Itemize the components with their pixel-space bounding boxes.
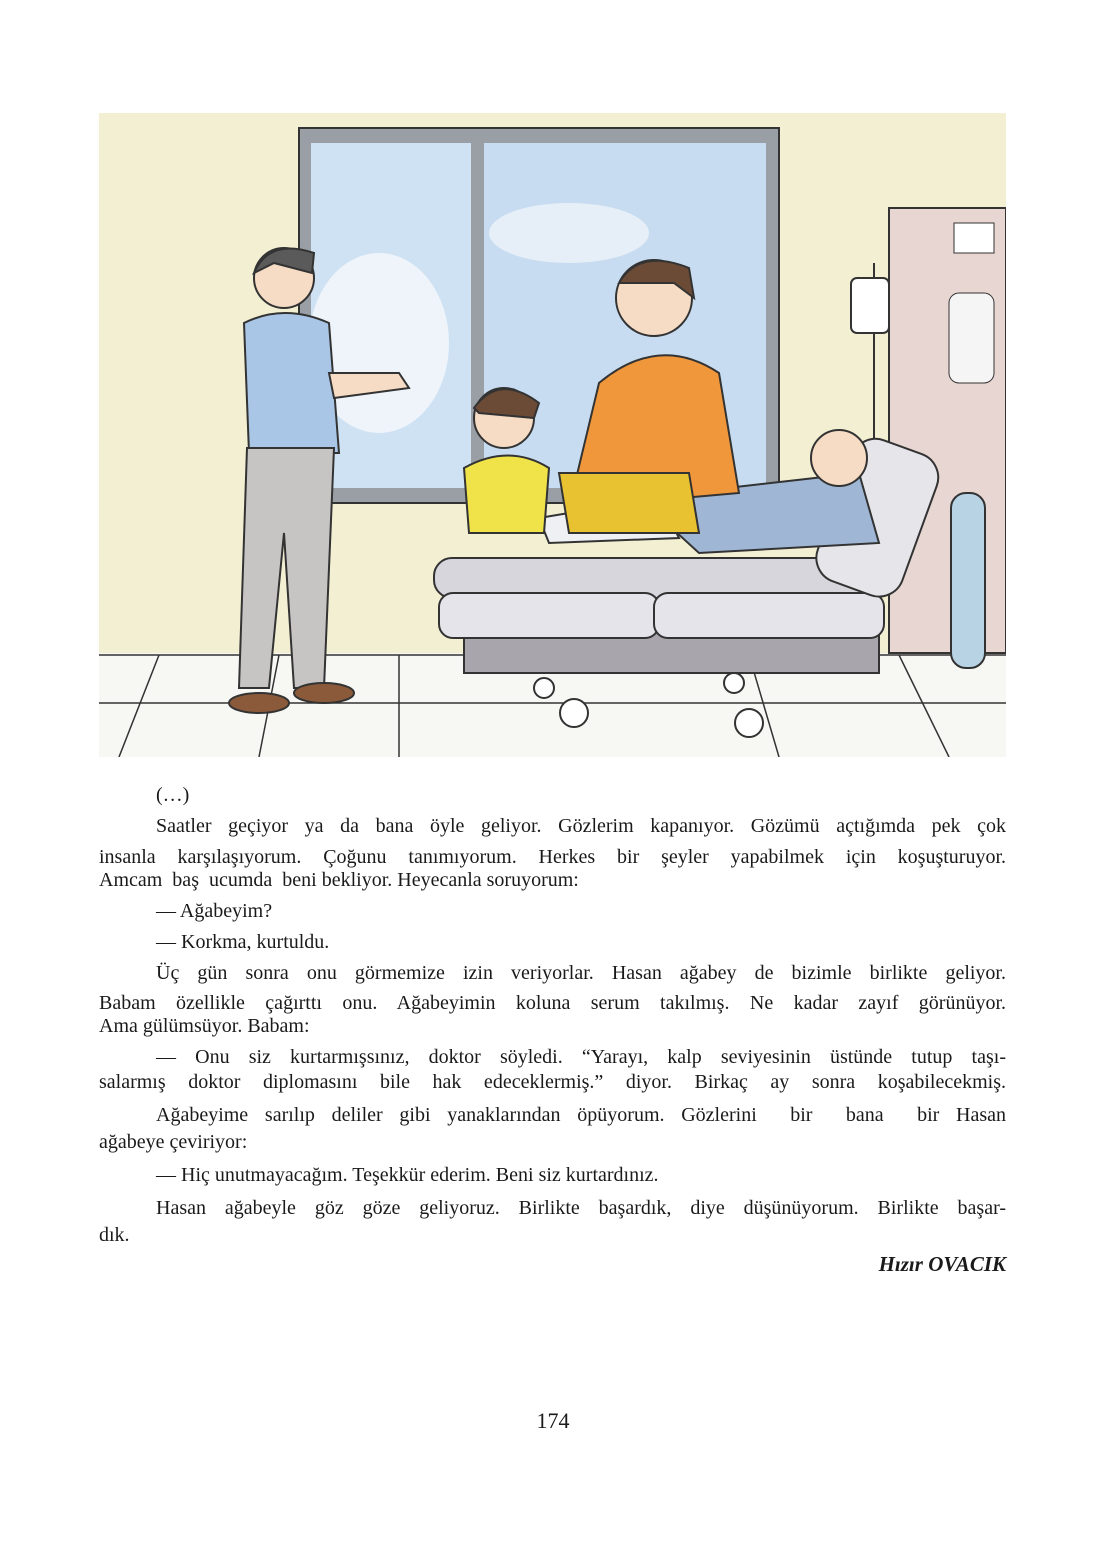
paragraph-line: Üç gün sonra onu görmemize izin veriyorlar. Hasan ağabey de bizimle birlikte geliyor.: [156, 962, 1006, 984]
page-number: 174: [536, 1408, 570, 1433]
ellipsis: (…): [156, 784, 190, 806]
paragraph-line: Ağabeyime sarılıp deliler gibi yanaklarından öpüyorum. Gözlerini bir bana bir Hasan: [156, 1104, 1006, 1126]
paragraph-line: — Onu siz kurtarmışsınız, doktor söyledi. “Yarayı, kalp seviyesinin üstünde tutup taşı-: [156, 1046, 1006, 1068]
paragraph-line: Amcam baş ucumda beni bekliyor. Heyecanla soruyorum:: [99, 869, 579, 891]
dialogue-line: — Ağabeyim?: [156, 900, 273, 922]
paragraph-line: dık.: [99, 1224, 130, 1246]
paragraph-line: Saatler geçiyor ya da bana öyle geliyor. Gözlerim kapanıyor. Gözümü açtığımda pek çok: [156, 815, 1006, 837]
paragraph-line: Babam özellikle çağırttı onu. Ağabeyimin koluna serum takılmış. Ne kadar zayıf görünüyor.: [99, 992, 1006, 1014]
paragraph-line: insanla karşılaşıyorum. Çoğunu tanımıyorum. Herkes bir şeyler yapabilmek için koşuşturuyor.: [99, 846, 1006, 868]
medical-wall-panel: [889, 208, 1006, 668]
author-name: Hızır OVACIK: [878, 1252, 1006, 1276]
dialogue-line: — Hiç unutmayacağım. Teşekkür ederim. Beni siz kurtardınız.: [156, 1164, 659, 1186]
hospital-illustration: [99, 113, 1006, 757]
paragraph-line: Ama gülümsüyor. Babam:: [99, 1015, 310, 1037]
paragraph-line: salarmış doktor diplomasını bile hak edeceklermiş.” diyor. Birkaç ay sonra koşabilecekmiş.: [99, 1071, 1006, 1093]
dialogue-line: — Korkma, kurtuldu.: [156, 931, 330, 953]
paragraph-line: ağabeye çeviriyor:: [99, 1131, 248, 1153]
paragraph-line: Hasan ağabeyle göz göze geliyoruz. Birlikte başardık, diye düşünüyorum. Birlikte başar-: [156, 1197, 1006, 1219]
